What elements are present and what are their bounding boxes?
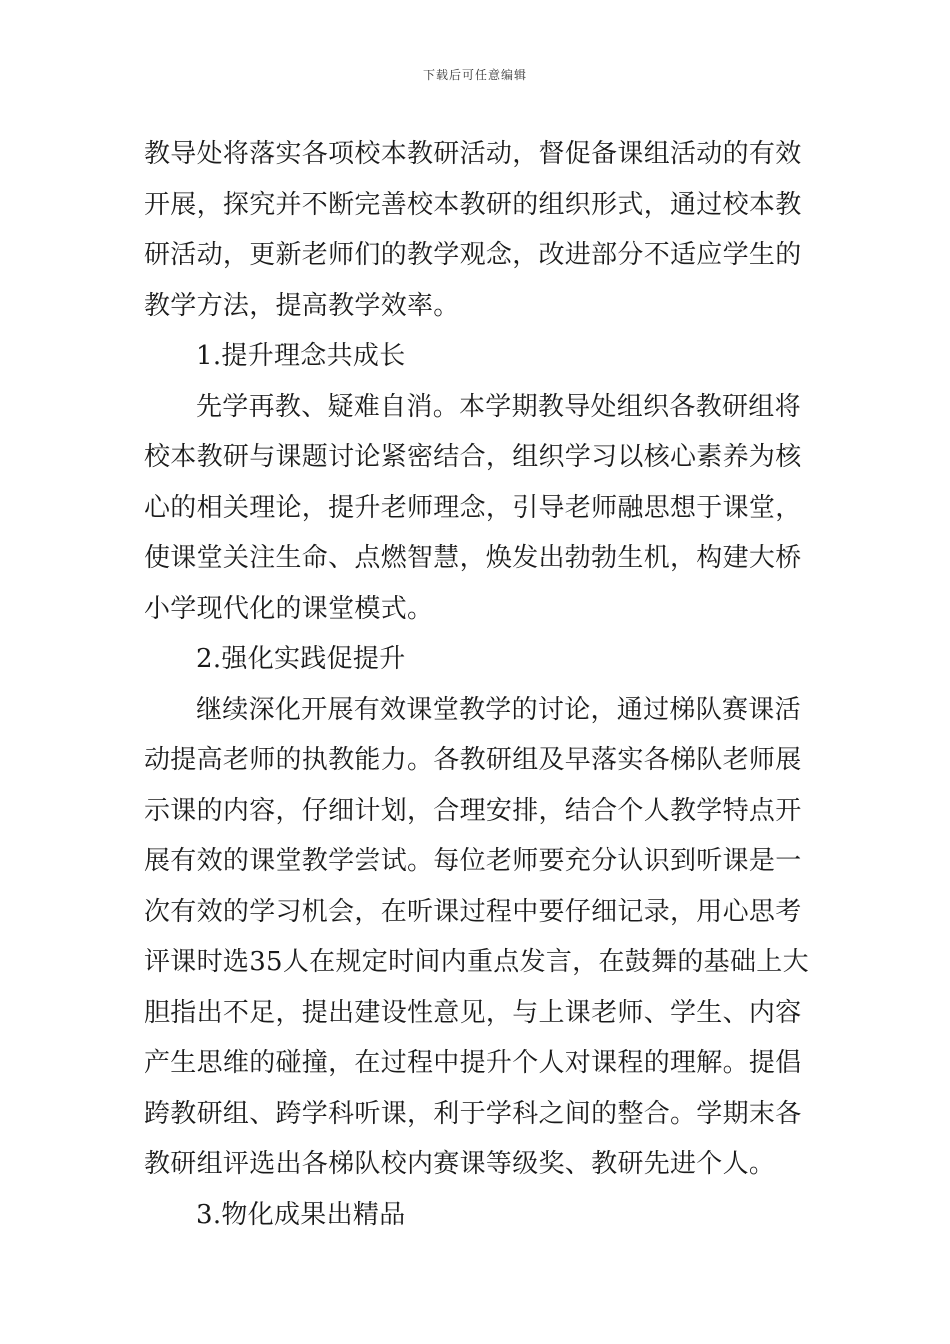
paragraph-line: 先学再教、疑难自消。本学期教导处组织各教研组将 — [196, 391, 801, 422]
paragraph-line: 教导处将落实各项校本教研活动，督促备课组活动的有效 — [144, 139, 802, 169]
paragraph-line: 教研组评选出各梯队校内赛课等级奖、教研先进个人。 — [144, 1149, 776, 1179]
paragraph-line: 研活动，更新老师们的教学观念，改进部分不适应学生的 — [144, 240, 802, 270]
paragraph-line: 心的相关理论，提升老师理念，引导老师融思想于课堂， — [144, 492, 802, 523]
section-heading: 2.强化实践促提升 — [196, 644, 406, 674]
paragraph-line: 校本教研与课题讨论紧密结合，组织学习以核心素养为核 — [144, 442, 802, 472]
page-header-note: 下载后可任意编辑 — [422, 68, 527, 82]
paragraph-line: 开展，探究并不断完善校本教研的组织形式，通过校本教 — [144, 189, 802, 220]
paragraph-line: 示课的内容，仔细计划，合理安排，结合个人教学特点开 — [144, 795, 802, 826]
paragraph-line: 展有效的课堂教学尝试。每位老师要充分认识到听课是一 — [144, 846, 802, 876]
section-heading: 1.提升理念共成长 — [196, 341, 406, 371]
paragraph-line: 胆指出不足，提出建设性意见，与上课老师、学生、内容 — [144, 997, 802, 1028]
document-body — [144, 129, 809, 1240]
paragraph-line: 动提高老师的执教能力。各教研组及早落实各梯队老师展 — [144, 745, 802, 775]
paragraph-line: 次有效的学习机会，在听课过程中要仔细记录，用心思考 — [144, 896, 802, 927]
paragraph-line: 使课堂关注生命、点燃智慧，焕发出勃勃生机，构建大桥 — [144, 543, 802, 573]
section-heading: 3.物化成果出精品 — [196, 1199, 406, 1230]
paragraph-line: 小学现代化的课堂模式。 — [144, 593, 434, 624]
paragraph-line: 继续深化开展有效课堂教学的讨论，通过梯队赛课活 — [196, 694, 801, 725]
paragraph-line: 跨教研组、跨学科听课，利于学科之间的整合。学期末各 — [144, 1098, 802, 1129]
paragraph-line: 评课时选35人在规定时间内重点发言，在鼓舞的基础上大 — [144, 947, 809, 977]
paragraph-line: 教学方法，提高教学效率。 — [144, 290, 460, 321]
paragraph-line: 产生思维的碰撞，在过程中提升个人对课程的理解。提倡 — [144, 1048, 802, 1078]
